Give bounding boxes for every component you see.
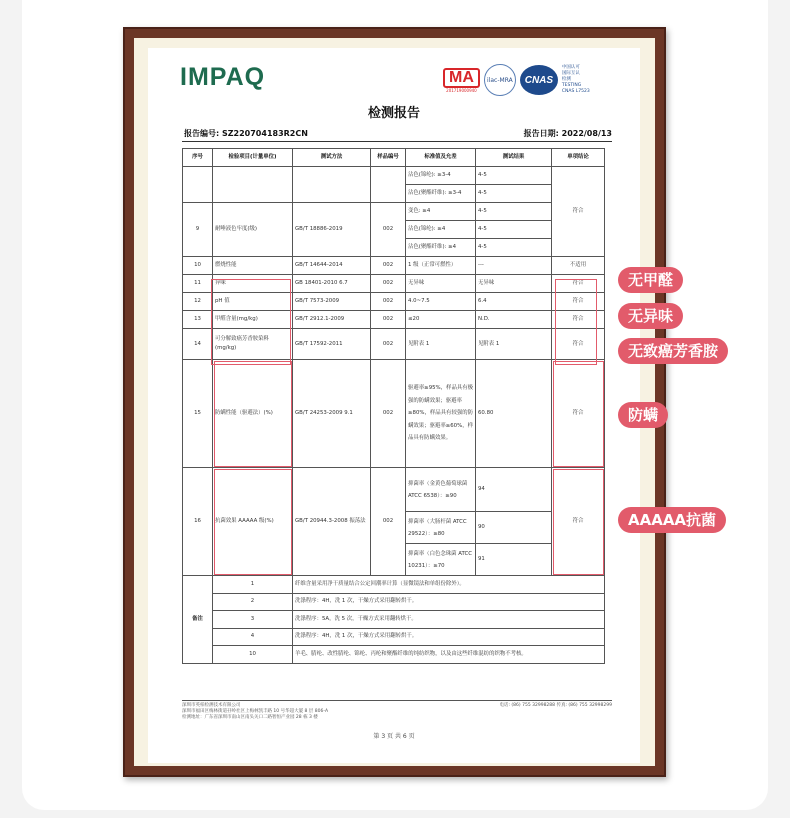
cnas-logo: CNAS [520,65,558,95]
table-row: 沾色(锦纶): ≥3-4 4-5 符合 [183,167,605,185]
table-row: 14 可分解致癌芳香胺染料(mg/kg) GB/T 17592-2011 002 见附表 1 见附表 1 符合 [183,329,605,360]
impaq-logo: IMPAQ [180,63,266,91]
remark-row: 10 羊毛、腈纶、改性腈纶、锦纶、丙纶和聚酯纤维的纯纺织物，以及由这些纤维混纺的织物不考核。 [183,646,605,664]
page-number: 第 3 页 共 6 页 [373,733,415,740]
table-header: 序号 检验项目(计量单位) 测试方法 样品编号 标准值及允差 测试结果 单项结论 [183,149,605,167]
results-table [182,148,605,664]
highlight-box: 防螨性能（驱避法）(%) [213,360,293,468]
table-row: 10 燃烧性能 GB/T 14644-2014 002 1 级（正常可燃性） --- 不适用 [183,257,605,275]
ilac-mra-logo: ilac-MRA [484,64,516,96]
tag-anti-mite: 防螨 [618,402,668,428]
picture-frame [123,27,666,777]
remark-row: 4 洗涤程序：4H，洗 1 次，干燥方式采用翻转烘干。 [183,628,605,646]
cnas-text: 中国认可 国际互认 检测 TESTING CNAS L7523 [561,65,590,94]
table-row: 沾色(聚酯纤维): ≥3-4 4-5 [183,185,605,203]
tag-formaldehyde-free: 无甲醛 [618,267,683,293]
table-row: 沾色(聚酯纤维): ≥4 4-5 [183,239,605,257]
highlight-box-items [212,280,290,364]
table-row: 9 耐唾液色牢度(级) GB/T 18886-2019 002 变色: ≥4 4-5 [183,203,605,221]
highlight-box: 抗菌效果 AAAAA 级(%) [213,468,293,576]
table-row: 12 pH 值 GB/T 7573-2009 002 4.0~7.5 6.4 符合 [183,293,605,311]
certification-logos [443,64,590,96]
tag-no-carcinogenic-amine: 无致癌芳香胺 [618,338,728,364]
remark-row: 备注 1 纤维含量采用净干质量结合公定回潮率计算（显微镜法和单组份除外）。 [183,576,605,594]
table-row: 16 抗菌效果 AAAAA 级(%) GB/T 20944.3-2008 振荡法 002 抑菌率（金黄色葡萄球菌 ATCC 6538）：≥90 94 符合 [183,468,605,512]
table-row: 13 甲醛含量(mg/kg) GB/T 2912.1-2009 002 ≤20 N.D. 符合 [183,311,605,329]
table-row: 11 异味 GB 18401-2010 6.7 002 无异味 无异味 符合 [183,275,605,293]
report-footer: 深圳市英柏检测技术有限公司 深圳市福田区梅林街道孖岭社区上梅林凯丰路 10 号华超大厦 8 层 806-A 检测地址：广东省深圳市南山区南头关口二路智恒产业园 28 栋 3 楼 电话: (86) 755 32998288 传真: (86) 755 32998299 [182,700,612,721]
table-row: 15 防螨性能（驱避法）(%) GB/T 24253-2009 9.1 002 驱避率≥95%，样品具有极强的防螨效果；驱避率≥80%，样品具有较强的防螨效果；驱避率≥60%，样品具有防螨效果。 60.80 符合 [183,360,605,468]
table-row: 沾色(锦纶): ≥4 4-5 [183,221,605,239]
report-number: 报告编号: SZ220704183R2CN [184,129,308,138]
cma-logo: MA 201719000940 [443,68,480,93]
highlight-box-verdicts [556,280,596,364]
report-title: 检测报告 [367,106,420,121]
frame-mat [134,38,655,766]
remark-row: 3 洗涤程序：5A，洗 5 次，干燥方式采用翻转烘干。 [183,611,605,629]
highlight-box: 符合 [552,468,605,576]
tag-antibacterial: AAAAA抗菌 [618,507,726,533]
highlight-box: 符合 [552,360,605,468]
divider [182,141,612,142]
remark-row: 2 洗涤程序：4H，洗 1 次，干燥方式采用翻转烘干。 [183,593,605,611]
table-row: 抑菌率（大肠杆菌 ATCC 29522）：≥80 90 [183,512,605,544]
report-date: 报告日期: 2022/08/13 [523,129,612,138]
tag-odor-free: 无异味 [618,303,683,329]
table-row: 抑菌率（白色念珠菌 ATCC 10231）：≥70 91 [183,544,605,576]
report-page [148,48,640,763]
